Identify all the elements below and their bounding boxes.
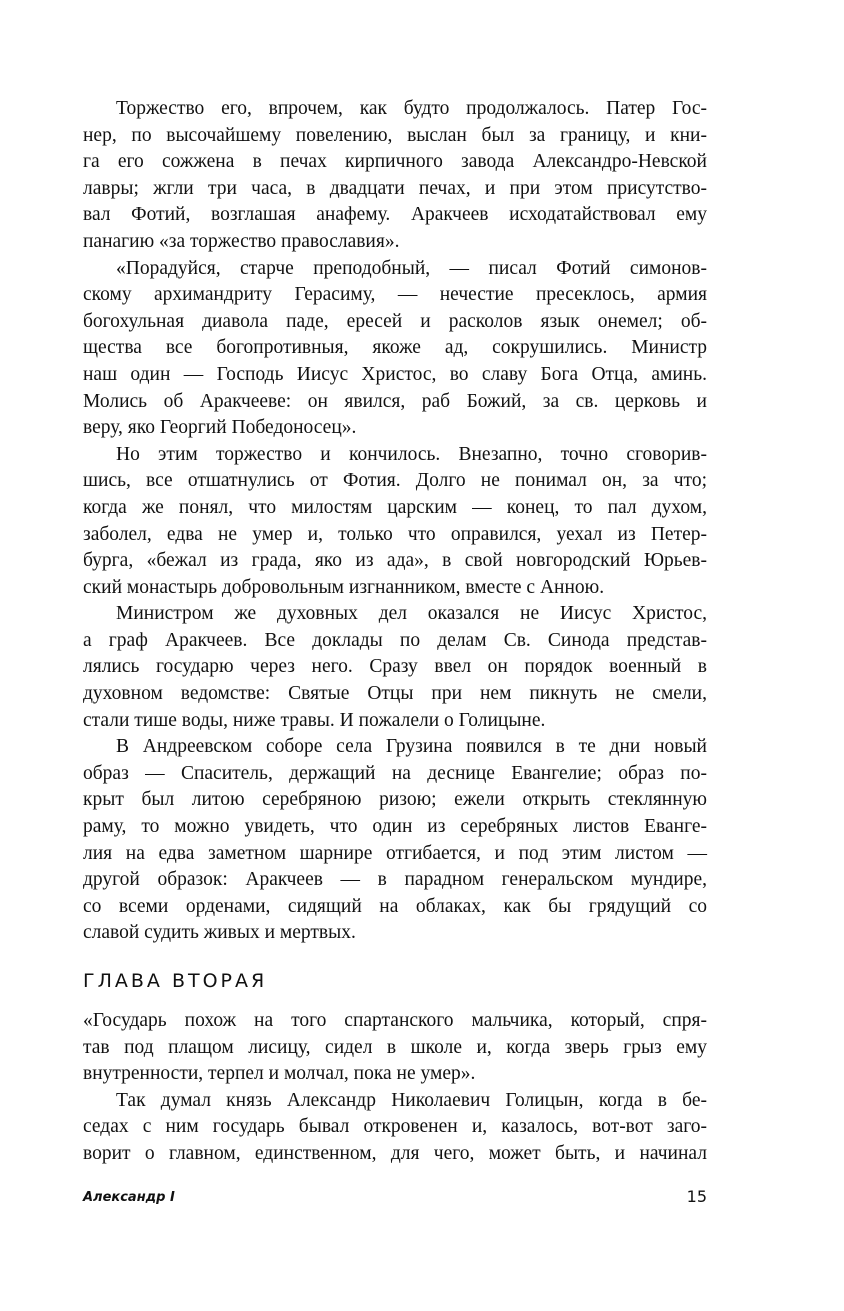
text-line: лия на едва заметном шарнире отгибается, и под этим листом — bbox=[83, 842, 707, 864]
text-line: лялись государю через него. Сразу ввел он порядок военный в bbox=[83, 656, 707, 678]
text-line: скому архимандриту Герасиму, — нечестие пресеклось, армия bbox=[83, 284, 707, 306]
paragraph bbox=[83, 1008, 707, 1088]
paragraph bbox=[83, 256, 707, 442]
text-line: Молись об Аракчееве: он явился, раб Божий, за св. церковь и bbox=[83, 390, 707, 412]
text-line: богохульная диавола паде, ересей и расколов язык онемел; об- bbox=[83, 310, 707, 332]
text-line: духовном ведомстве: Святые Отцы при нем пикнуть не смели, bbox=[83, 683, 707, 705]
page-number: 15 bbox=[686, 1187, 707, 1206]
body-text bbox=[83, 96, 707, 947]
text-line: «Государь похож на того спартанского мальчика, который, спря- bbox=[83, 1010, 707, 1031]
text-line: раму, то можно увидеть, что один из серебряных листов Еванге- bbox=[83, 816, 707, 838]
text-line: щества все богопротивныя, якоже ад, сокрушились. Министр bbox=[83, 337, 707, 359]
text-line: бурга, «бежал из града, яко из ада», в свой новгородский Юрьев- bbox=[83, 550, 707, 572]
text-line: нер, по высочайшему повелению, выслан был за границу, и кни- bbox=[83, 124, 707, 146]
chapter-text bbox=[83, 1008, 707, 1168]
text-line: лавры; жгли три часа, в двадцати печах, и при этом присутство- bbox=[83, 177, 707, 199]
running-footer-title: Александр I bbox=[83, 1190, 175, 1205]
paragraph bbox=[83, 96, 707, 256]
text-line: ворит о главном, единственном, для чего, может быть, и начинал bbox=[83, 1142, 707, 1164]
text-line: внутренности, терпел и молчал, пока не умер». bbox=[83, 1063, 476, 1085]
text-line: В Андреевском соборе села Грузина появился в те дни новый bbox=[116, 736, 707, 758]
text-line: седах с ним государь бывал откровенен и, казалось, вот-вот заго- bbox=[83, 1116, 707, 1138]
chapter-heading: ГЛАВА ВТОРАЯ bbox=[83, 970, 268, 992]
text-line: шись, все отшатнулись от Фотия. Долго не понимал он, за что; bbox=[83, 470, 707, 492]
text-line: тав под плащом лисицу, сидел в школе и, когда зверь грыз ему bbox=[83, 1036, 707, 1058]
paragraph bbox=[83, 601, 707, 734]
text-line: «Порадуйся, старче преподобный, — писал Фотий симонов- bbox=[116, 257, 707, 279]
text-line: Так думал князь Александр Николаевич Голицын, когда в бе- bbox=[116, 1089, 707, 1111]
text-line: со всеми орденами, сидящий на облаках, как бы грядущий со bbox=[83, 895, 707, 917]
text-line: другой образок: Аракчеев — в парадном генеральском мундире, bbox=[83, 869, 707, 891]
text-line: Министром же духовных дел оказался не Иисус Христос, bbox=[116, 603, 707, 625]
text-line: заболел, едва не умер и, только что оправился, уехал из Петер- bbox=[83, 523, 707, 545]
text-line: ский монастырь добровольным изгнанником, вместе с Анною. bbox=[83, 576, 605, 598]
text-line: когда же понял, что милостям царским — конец, то пал духом, bbox=[83, 496, 707, 518]
text-line: Но этим торжество и кончилось. Внезапно, точно сговорив- bbox=[116, 443, 707, 465]
paragraph bbox=[83, 442, 707, 602]
paragraph bbox=[83, 734, 707, 947]
text-line: веру, яко Георгий Победоносец». bbox=[83, 417, 357, 439]
text-line: крыт был литою серебряною ризою; ежели открыть стеклянную bbox=[83, 789, 707, 811]
text-line: образ — Спаситель, держащий на деснице Евангелие; образ по- bbox=[83, 762, 707, 784]
paragraph bbox=[83, 1088, 707, 1168]
text-line: вал Фотий, возглашая анафему. Аракчеев исходатайствовал ему bbox=[83, 204, 707, 226]
text-line: а граф Аракчеев. Все доклады по делам Св. Синода представ- bbox=[83, 629, 707, 651]
text-line: славой судить живых и мертвых. bbox=[83, 922, 356, 944]
text-line: га его сожжена в печах кирпичного завода Александро-Невской bbox=[83, 151, 707, 173]
text-line: панагию «за торжество православия». bbox=[83, 230, 400, 252]
text-line: стали тише воды, ниже травы. И пожалели о Голицыне. bbox=[83, 709, 546, 731]
text-line: Торжество его, впрочем, как будто продолжалось. Патер Гос- bbox=[116, 98, 707, 119]
text-line: наш один — Господь Иисус Христос, во славу Бога Отца, аминь. bbox=[83, 363, 707, 385]
